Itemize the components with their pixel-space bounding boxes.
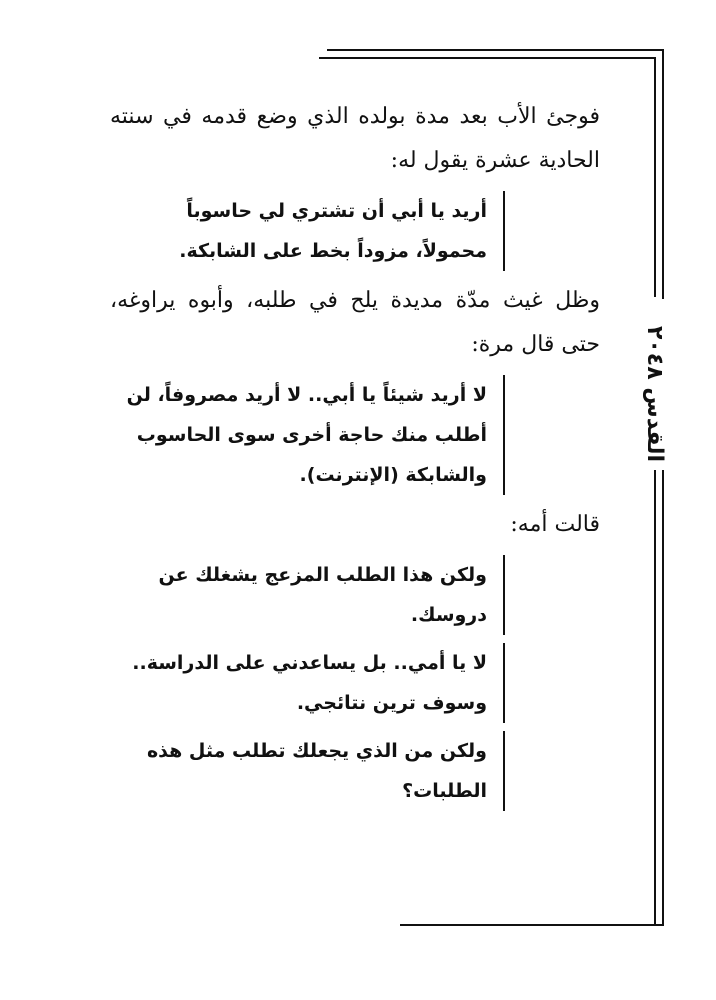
dialogue-text-2: لا أريد شيئاً يا أبي.. لا أريد مصروفاً، لن أطلب منك حاجة أخرى سوى الحاسوب والشابكة (الإنترنت). (126, 384, 487, 486)
frame-top-outer-line (327, 49, 662, 51)
frame-top-inner-line (319, 57, 654, 59)
dialogue-quote-4 (112, 643, 505, 723)
frame-right-lower-inner-line (654, 470, 656, 925)
dialogue-quote-5 (112, 731, 505, 811)
dialogue-quote-3 (112, 555, 505, 635)
dialogue-text-5: ولكن من الذي يجعلك تطلب مثل هذه الطلبات؟ (146, 740, 487, 802)
dialogue-text-3: ولكن هذا الطلب المزعج يشغلك عن دروسك. (158, 564, 487, 626)
narration-paragraph-3: قالت أمه: (510, 512, 600, 537)
narration-paragraph-1: فوجئ الأب بعد مدة بولده الذي وضع قدمه في سنته الحادية عشرة يقول له: (110, 104, 600, 173)
dialogue-text-1: أريد يا أبي أن تشتري لي حاسوباً محمولاً، مزوداً بخط على الشابكة. (179, 200, 487, 262)
dialogue-text-4: لا يا أمي.. بل يساعدني على الدراسة.. وسوف ترين نتائجي. (132, 652, 487, 714)
frame-bottom-line (400, 924, 664, 926)
dialogue-quote-1 (112, 191, 505, 271)
page-body (110, 95, 600, 819)
dialogue-quote-2 (112, 375, 505, 495)
frame-right-lower-outer-line (662, 470, 664, 925)
narration-paragraph-2: وظل غيث مدّة مديدة يلح في طلبه، وأبوه يراوغه، حتى قال مرة: (110, 288, 600, 357)
frame-right-outer-line (662, 49, 664, 299)
frame-right-inner-line (654, 57, 656, 297)
running-header: القدس ٢٠٤٨ (642, 325, 667, 463)
